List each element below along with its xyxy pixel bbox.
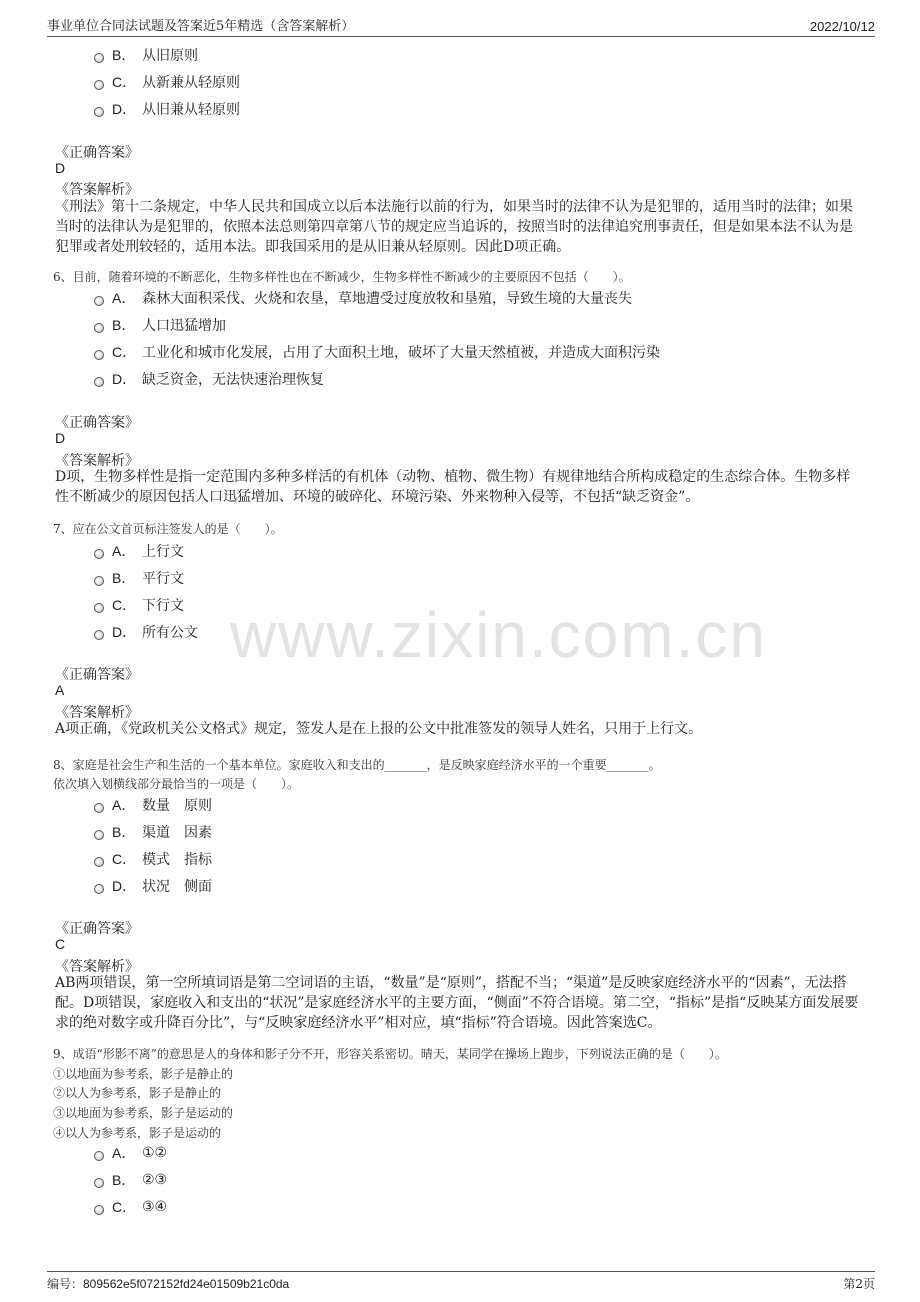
q5-analysis-label: 《答案解析》 [55, 182, 139, 198]
q6-analysis: D项，生物多样性是指一定范围内多种多样活的有机体（动物、植物、微生物）有规律地结合所构成稳定的生态综合体。生物多样性不断减少的原因包括人口迅猛增加、环境的破碎化、环境污染、外来物种入侵等，不包括“缺乏资金”。 [55, 469, 851, 505]
q5-answer: D [55, 160, 66, 176]
q5-option-d[interactable]: D． 从旧兼从轻原则 [94, 99, 240, 119]
radio-icon[interactable] [94, 1205, 104, 1215]
q8-option-b[interactable]: B． 渠道 因素 [94, 822, 212, 842]
q9-question: 9、成语“形影不离”的意思是人的身体和影子分不开，形容关系密切。晴天，某同学在操场上跑步，下列说法正确的是（ ）。 [53, 1047, 727, 1061]
radio-icon[interactable] [94, 803, 104, 813]
q7-answer-label: 《正确答案》 [55, 667, 139, 683]
q6-option-d[interactable]: D． 缺乏资金，无法快速治理恢复 [94, 369, 324, 389]
document-title: 事业单位合同法试题及答案近5年精选（含答案解析） [47, 19, 355, 34]
q7-answer: A [55, 682, 65, 698]
q6-answer: D [55, 430, 66, 446]
q8-question: 8、家庭是社会生产和生活的一个基本单位。家庭收入和支出的_______，是反映家庭经济水平的一个重要_______。 [53, 758, 661, 772]
q9-option-b[interactable]: B． ②③ [94, 1170, 167, 1190]
q8-option-d[interactable]: D． 状况 侧面 [94, 876, 212, 896]
q6-option-c[interactable]: C． 工业化和城市化发展，占用了大面积土地，破坏了大量天然植被，并造成大面积污染 [94, 342, 660, 362]
radio-icon[interactable] [94, 80, 104, 90]
q8-subquestion: 依次填入划横线部分最恰当的一项是（ ）。 [53, 777, 300, 791]
q9-statement-1: ①以地面为参考系，影子是静止的 [53, 1067, 234, 1081]
document-code: 编号：809562e5f072152fd24e01509b21c0da [47, 1277, 290, 1291]
q7-analysis-label: 《答案解析》 [55, 705, 139, 721]
q7-question: 7、应在公文首页标注签发人的是（ ）。 [53, 522, 283, 536]
radio-icon[interactable] [94, 350, 104, 360]
radio-icon[interactable] [94, 1178, 104, 1188]
radio-icon[interactable] [94, 296, 104, 306]
radio-icon[interactable] [94, 53, 104, 63]
q8-answer-label: 《正确答案》 [55, 921, 139, 937]
radio-icon[interactable] [94, 884, 104, 894]
page-footer [47, 1271, 875, 1292]
q6-option-a[interactable]: A． 森林大面积采伐、火烧和农垦，草地遭受过度放牧和垦殖，导致生境的大量丧失 [94, 288, 632, 308]
q9-statement-3: ③以地面为参考系，影子是运动的 [53, 1106, 234, 1120]
radio-icon[interactable] [94, 830, 104, 840]
q6-analysis-label: 《答案解析》 [55, 453, 139, 469]
q6-option-b[interactable]: B． 人口迅猛增加 [94, 315, 226, 335]
q5-option-c[interactable]: C． 从新兼从轻原则 [94, 72, 240, 92]
q7-option-c[interactable]: C． 下行文 [94, 595, 184, 615]
radio-icon[interactable] [94, 630, 104, 640]
radio-icon[interactable] [94, 603, 104, 613]
q5-analysis: 《刑法》第十二条规定，中华人民共和国成立以后本法施行以前的行为，如果当时的法律不认为是犯罪的，适用当时的法律；如果当时的法律认为是犯罪的，依照本法总则第四章第八节的规定应当追诉的，按照当时的法律追究刑事责任，但是如果本法不认为是犯罪或者处刑较轻的，适用本法。即我国采用的是从旧兼从轻原则。因此D项正确。 [55, 199, 853, 255]
q8-option-a[interactable]: A． 数量 原则 [94, 795, 212, 815]
q9-option-c[interactable]: C． ③④ [94, 1197, 167, 1217]
q8-option-c[interactable]: C． 模式 指标 [94, 849, 212, 869]
radio-icon[interactable] [94, 576, 104, 586]
radio-icon[interactable] [94, 549, 104, 559]
radio-icon[interactable] [94, 377, 104, 387]
q9-option-a[interactable]: A． ①② [94, 1143, 167, 1163]
q6-answer-label: 《正确答案》 [55, 415, 139, 431]
q5-answer-label: 《正确答案》 [55, 145, 139, 161]
page-header [47, 12, 875, 37]
q8-analysis: AB两项错误，第一空所填词语是第二空词语的主语，“数量”是“原则”，搭配不当；“渠道”是反映家庭经济水平的“因素”，无法搭配。D项错误，家庭收入和支出的“状况”是家庭经济水平的主要方面，“侧面”不符合语境。第二空，“指标”是指“反映某方面发展要求的绝对数字或升降百分比”，与“反映家庭经济水平”相对应，填“指标”符合语境。因此答案选C。 [55, 975, 859, 1031]
q9-statement-2: ②以人为参考系，影子是静止的 [53, 1086, 222, 1100]
q8-answer: C [55, 936, 66, 952]
q5-option-b[interactable]: B． 从旧原则 [94, 45, 198, 65]
page-number: 第2页 [843, 1277, 875, 1291]
document-date: 2022/10/12 [809, 19, 875, 34]
radio-icon[interactable] [94, 323, 104, 333]
radio-icon[interactable] [94, 1151, 104, 1161]
radio-icon[interactable] [94, 857, 104, 867]
q6-question: 6、目前，随着环境的不断恶化，生物多样性也在不断减少，生物多样性不断减少的主要原因不包括（ ）。 [53, 270, 631, 284]
q7-analysis: A项正确，《党政机关公文格式》规定，签发人是在上报的公文中批准签发的领导人姓名，只用于上行文。 [55, 721, 703, 737]
watermark: www.zixin.com.cn [230, 599, 767, 671]
q7-option-a[interactable]: A． 上行文 [94, 541, 184, 561]
q9-statement-4: ④以人为参考系，影子是运动的 [53, 1126, 222, 1140]
q7-option-d[interactable]: D． 所有公文 [94, 622, 198, 642]
q7-option-b[interactable]: B． 平行文 [94, 568, 184, 588]
radio-icon[interactable] [94, 107, 104, 117]
q8-analysis-label: 《答案解析》 [55, 959, 139, 975]
